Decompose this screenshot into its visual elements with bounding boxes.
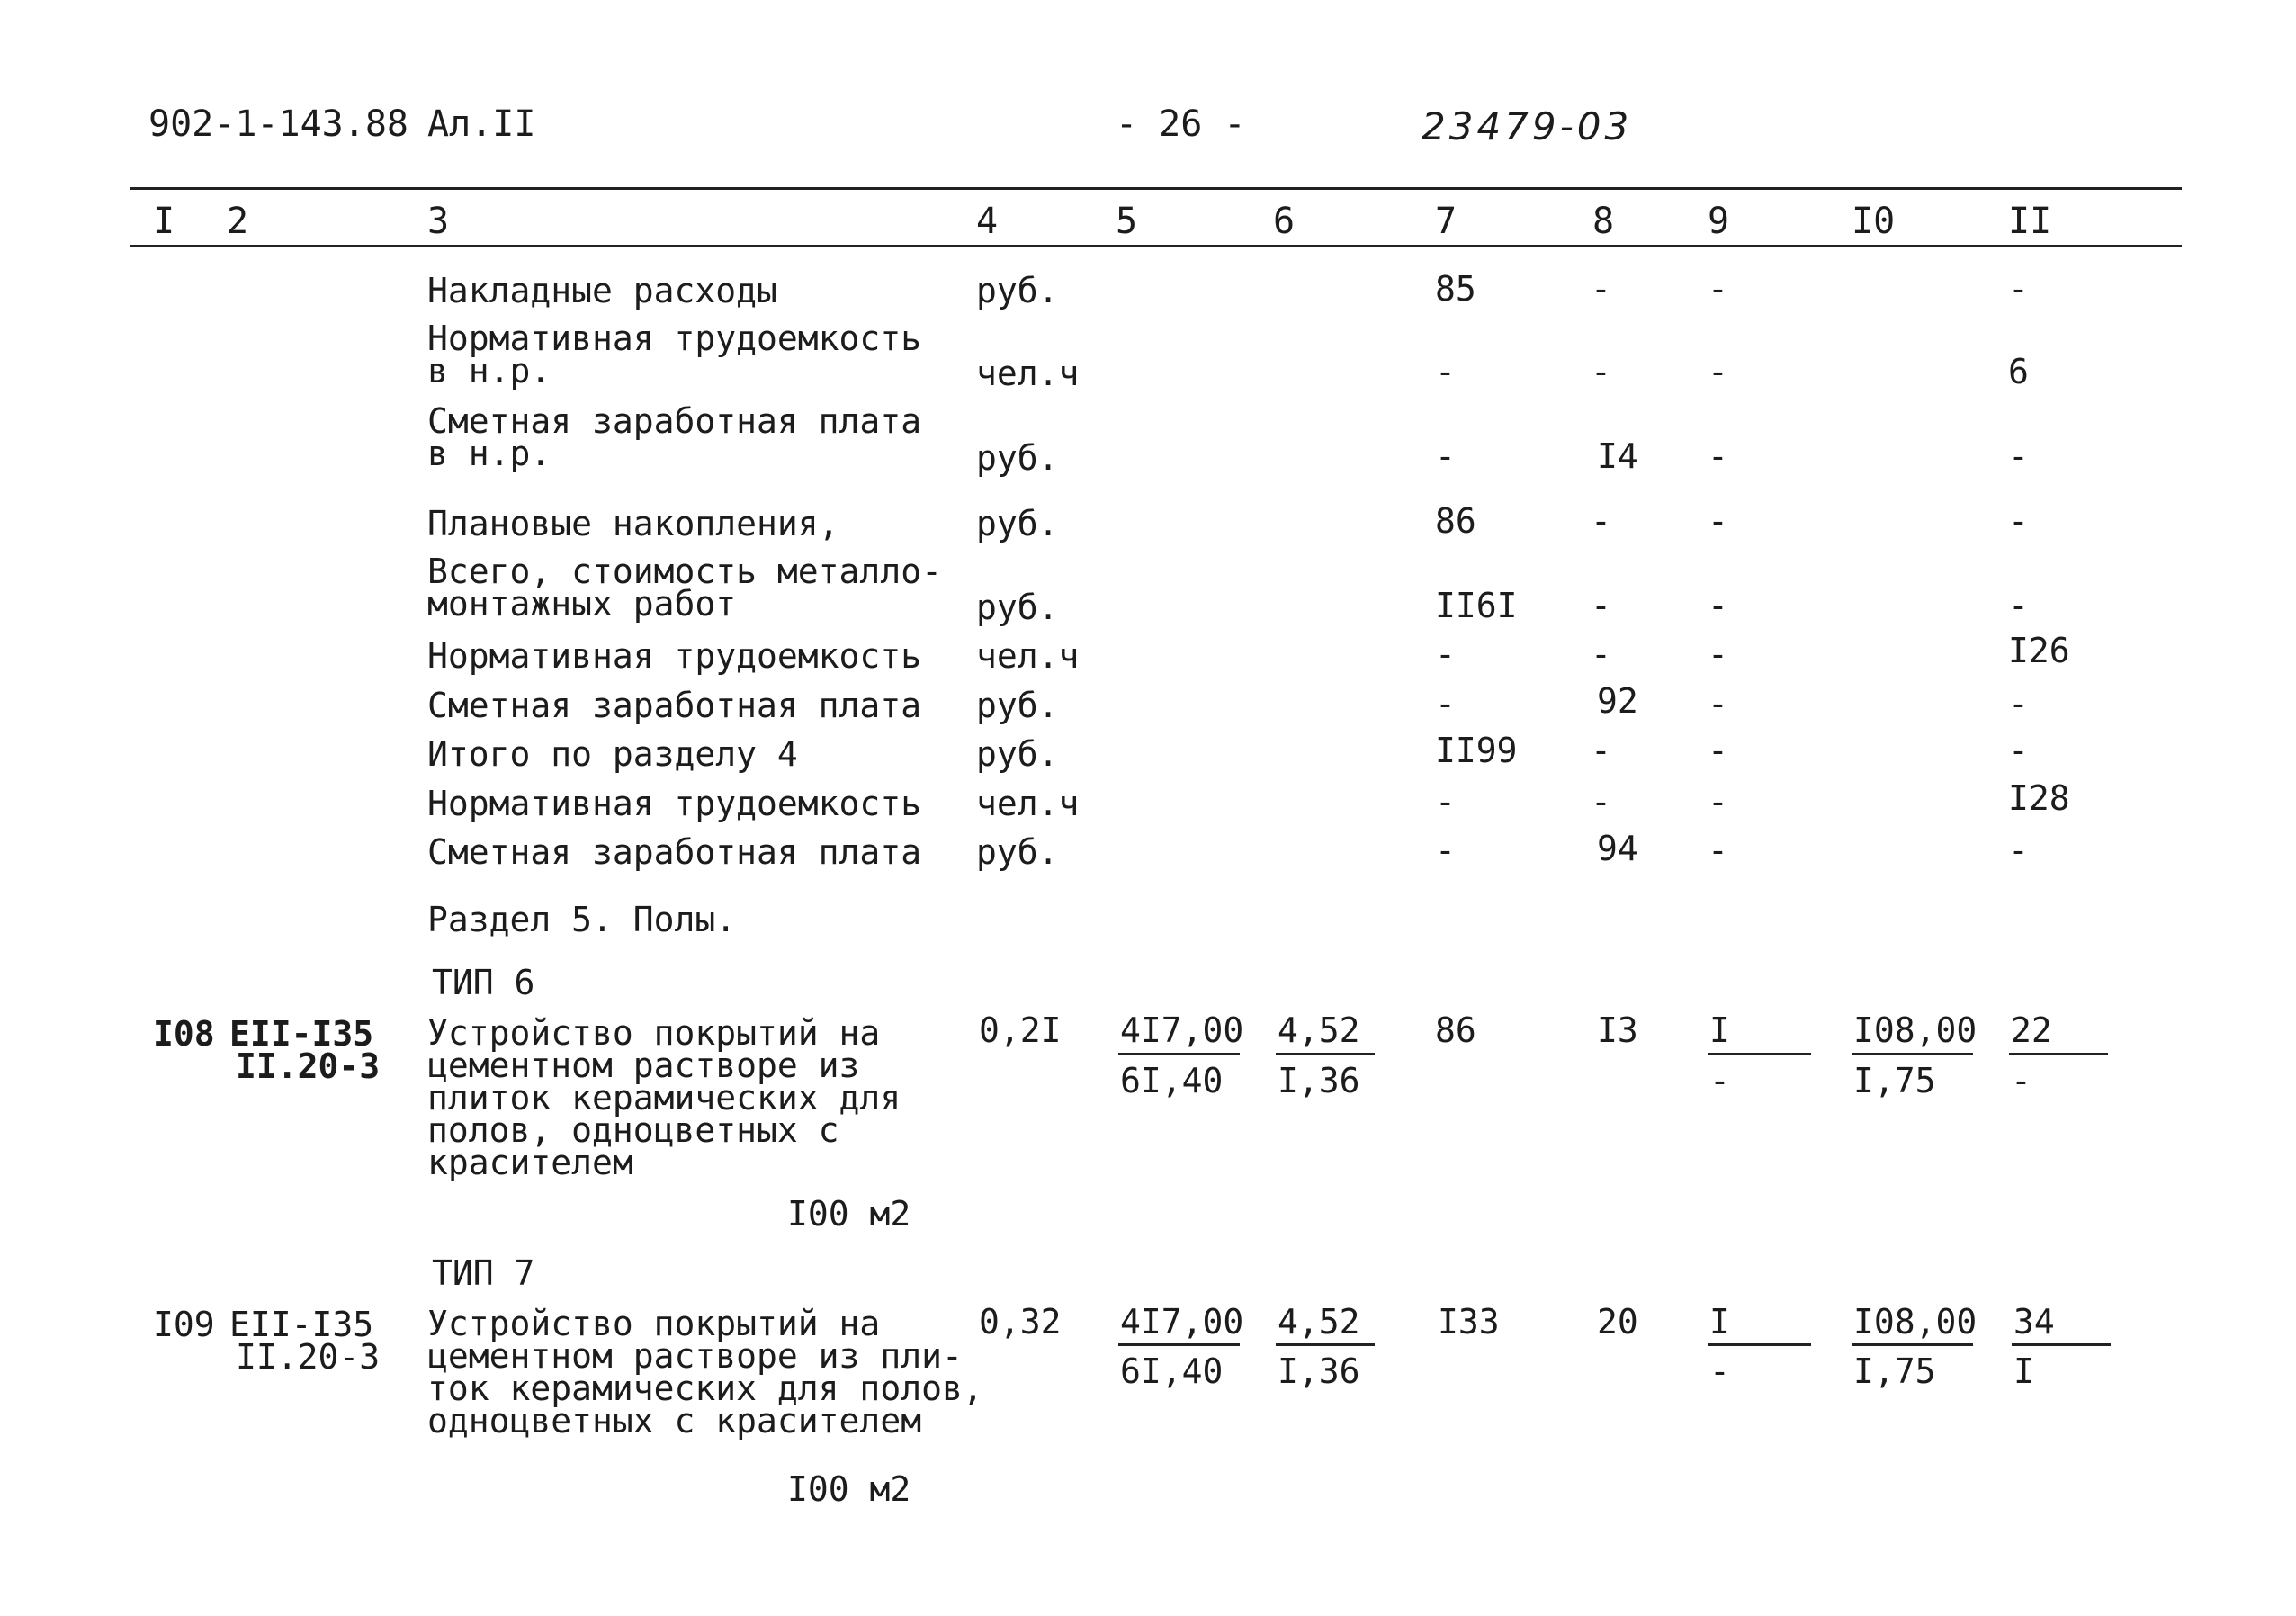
col10-fraction-line — [1852, 1343, 1973, 1346]
col6-bottom: I,36 — [1278, 1351, 1360, 1391]
column-header-11: II — [2008, 201, 2052, 242]
row-name: Накладные расходы — [427, 271, 777, 310]
col6-fraction-line — [1276, 1053, 1375, 1055]
row-name: Нормативная трудоемкость — [427, 784, 922, 823]
row-name: Сметная заработная плата — [427, 832, 922, 872]
column-header-7: 7 — [1435, 201, 1457, 242]
col8-value: I3 — [1597, 1010, 1638, 1050]
row-col7: - — [1435, 634, 1456, 674]
row-unit: руб. — [976, 832, 1059, 872]
row-unit: руб. — [976, 438, 1059, 478]
row-col7: - — [1435, 782, 1456, 821]
row-col7: - — [1435, 684, 1456, 723]
section-title: Раздел 5. Полы. — [427, 900, 737, 939]
row-name: Сметная заработная плата в н.р. — [427, 401, 922, 473]
column-header-10: I0 — [1852, 201, 1896, 242]
col6-top: 4,52 — [1278, 1302, 1360, 1342]
col7-value: 86 — [1435, 1010, 1476, 1050]
row-col11: - — [2008, 731, 2029, 770]
row-name: Итого по разделу 4 — [427, 734, 798, 774]
row-col9: - — [1708, 684, 1728, 723]
table-header-rule — [130, 245, 2182, 247]
table-top-rule — [130, 187, 2182, 190]
column-header-6: 6 — [1273, 201, 1296, 242]
col9-top: I — [1709, 1010, 1730, 1050]
row-col9: - — [1708, 352, 1728, 391]
row-col7: 86 — [1435, 501, 1476, 541]
col9-fraction-line — [1708, 1343, 1811, 1346]
row-unit: чел.ч — [976, 784, 1080, 823]
row-name: Плановые накопления, — [427, 504, 839, 543]
item-number: I09 — [153, 1305, 215, 1344]
row-col8: - — [1591, 501, 1611, 541]
type-label: ТИП 6 — [432, 963, 535, 1002]
col6-bottom: I,36 — [1278, 1061, 1360, 1100]
col11-fraction-line — [2009, 1053, 2108, 1055]
col10-top: I08,00 — [1853, 1010, 1978, 1050]
row-col8: - — [1591, 269, 1611, 309]
row-col7: II6I — [1435, 586, 1518, 625]
col5-fraction-line — [1118, 1053, 1240, 1055]
col5-top: 4I7,00 — [1120, 1010, 1244, 1050]
col11-bottom: - — [2011, 1061, 2031, 1100]
col10-top: I08,00 — [1853, 1302, 1978, 1342]
measure-unit: I00 м2 — [787, 1194, 911, 1234]
row-col11: I26 — [2008, 631, 2070, 670]
row-col8: - — [1591, 586, 1611, 625]
quantity: 0,32 — [979, 1302, 1062, 1342]
row-col7: 85 — [1435, 269, 1476, 309]
row-unit: руб. — [976, 504, 1059, 543]
row-col9: - — [1708, 586, 1728, 625]
column-header-2: 2 — [227, 201, 249, 242]
measure-unit: I00 м2 — [787, 1469, 911, 1509]
row-unit: руб. — [976, 588, 1059, 627]
col7-value: I33 — [1438, 1302, 1500, 1342]
row-col11: - — [2008, 684, 2029, 723]
row-col7: II99 — [1435, 731, 1518, 770]
row-col9: - — [1708, 731, 1728, 770]
row-col8: - — [1591, 634, 1611, 674]
row-col11: - — [2008, 501, 2029, 541]
row-col11: I28 — [2008, 778, 2070, 818]
row-col9: - — [1708, 501, 1728, 541]
rate-code-sub: II.20-3 — [236, 1337, 381, 1377]
row-col11: 6 — [2008, 352, 2029, 391]
col5-bottom: 6I,40 — [1120, 1061, 1224, 1100]
row-unit: руб. — [976, 686, 1059, 725]
rate-code-sub: II.20-3 — [236, 1046, 381, 1086]
row-col8: - — [1591, 352, 1611, 391]
row-col9: - — [1708, 436, 1728, 476]
row-col7: - — [1435, 436, 1456, 476]
column-header-8: 8 — [1592, 201, 1615, 242]
row-col8: 92 — [1597, 681, 1638, 721]
row-name: Сметная заработная плата — [427, 686, 922, 725]
col6-top: 4,52 — [1278, 1010, 1360, 1050]
quantity: 0,2I — [979, 1010, 1062, 1050]
row-col11: - — [2008, 269, 2029, 309]
col10-bottom: I,75 — [1853, 1061, 1936, 1100]
row-col9: - — [1708, 634, 1728, 674]
col10-bottom: I,75 — [1853, 1351, 1936, 1391]
column-header-4: 4 — [976, 201, 999, 242]
col11-bottom: I — [2013, 1351, 2034, 1391]
col9-fraction-line — [1708, 1053, 1811, 1055]
row-name: Всего, стоимость металло- монтажных работ — [427, 552, 942, 624]
row-col8: - — [1591, 782, 1611, 821]
row-col8: 94 — [1597, 829, 1638, 868]
row-col9: - — [1708, 782, 1728, 821]
rate-code: ЕII-I35 — [229, 1014, 374, 1054]
column-header-5: 5 — [1116, 201, 1138, 242]
col5-bottom: 6I,40 — [1120, 1351, 1224, 1391]
row-unit: чел.ч — [976, 354, 1080, 393]
row-unit: чел.ч — [976, 636, 1080, 676]
row-name: Нормативная трудоемкость — [427, 636, 922, 676]
row-col7: - — [1435, 830, 1456, 870]
col10-fraction-line — [1852, 1053, 1973, 1055]
row-unit: руб. — [976, 271, 1059, 310]
col9-top: I — [1709, 1302, 1730, 1342]
row-col11: - — [2008, 436, 2029, 476]
row-col9: - — [1708, 830, 1728, 870]
col5-top: 4I7,00 — [1120, 1302, 1244, 1342]
col6-fraction-line — [1276, 1343, 1375, 1346]
row-col11: - — [2008, 586, 2029, 625]
column-header-3: 3 — [427, 201, 450, 242]
row-col11: - — [2008, 830, 2029, 870]
col11-fraction-line — [2012, 1343, 2111, 1346]
column-header-9: 9 — [1708, 201, 1730, 242]
handwritten-number: 23479-03 — [1422, 104, 1633, 148]
col9-bottom: - — [1709, 1351, 1730, 1391]
sheet-label: Ал.II — [427, 103, 536, 145]
type-label: ТИП 7 — [432, 1253, 535, 1293]
row-col8: - — [1591, 731, 1611, 770]
row-col8: I4 — [1597, 436, 1638, 476]
col5-fraction-line — [1118, 1343, 1240, 1346]
row-unit: руб. — [976, 734, 1059, 774]
rate-code: ЕII-I35 — [229, 1305, 374, 1344]
row-name: Нормативная трудоемкость в н.р. — [427, 319, 922, 391]
row-col9: - — [1708, 269, 1728, 309]
column-header-1: I — [153, 201, 175, 242]
work-description: Устройство покрытий на цементном растворе из плиток керамических для полов, одноцветных с красителем — [427, 1013, 901, 1182]
row-col7: - — [1435, 352, 1456, 391]
work-description: Устройство покрытий на цементном растворе из пли- ток керамических для полов, одноцветных с красителем — [427, 1304, 983, 1441]
document-code: 902-1-143.88 — [148, 103, 408, 145]
col11-top: 34 — [2013, 1302, 2055, 1342]
col11-top: 22 — [2011, 1010, 2052, 1050]
col9-bottom: - — [1709, 1061, 1730, 1100]
page-number: - 26 - — [1116, 103, 1246, 145]
item-number: I08 — [153, 1014, 215, 1054]
col8-value: 20 — [1597, 1302, 1638, 1342]
